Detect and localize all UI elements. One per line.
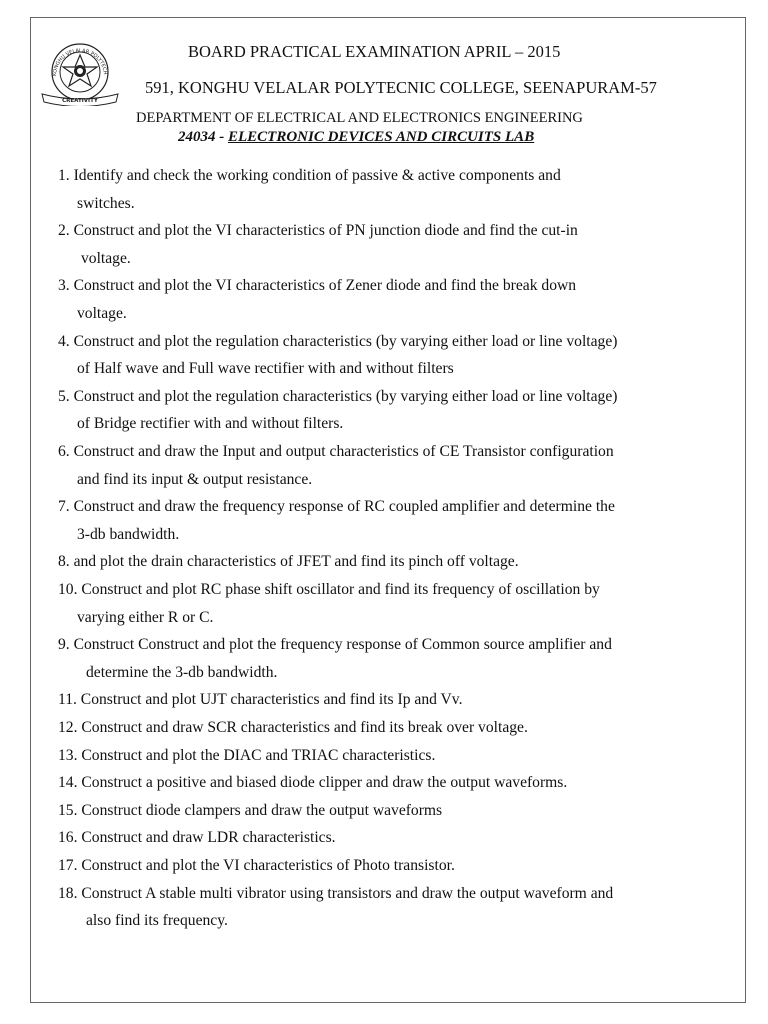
experiment-item-line1: 12. Construct and draw SCR characteristics and find its break over voltage. <box>58 719 528 736</box>
experiment-item-line1: 1. Identify and check the working condition of passive & active components and <box>58 167 561 184</box>
experiment-item-line1: 6. Construct and draw the Input and output characteristics of CE Transistor configuration <box>58 443 614 460</box>
experiment-item-line1: 8. and plot the drain characteristics of JFET and find its pinch off voltage. <box>58 553 519 571</box>
experiment-item-line2: of Bridge rectifier with and without filters. <box>77 415 344 433</box>
experiment-item-line1: 18. Construct A stable multi vibrator using transistors and draw the output waveform and <box>58 884 614 902</box>
experiment-item-line2: determine the 3-db bandwidth. <box>86 663 278 681</box>
experiment-item-line2: voltage. <box>77 305 127 322</box>
experiment-item-line1: 2. Construct and plot the VI characteristics of PN junction diode and find the cut-in <box>58 222 578 240</box>
college-name: 591, KONGHU VELALAR POLYTECNIC COLLEGE, SEENAPURAM-57 <box>145 78 657 97</box>
experiment-item-line2: switches. <box>77 194 135 212</box>
emblem-banner-text: CREATIVITY <box>62 98 98 104</box>
experiment-item-line1: 15. Construct diode clampers and draw the output waveforms <box>58 801 443 819</box>
experiment-item-line1: 7. Construct and draw the frequency response of RC coupled amplifier and determine the <box>58 498 615 516</box>
department-name: DEPARTMENT OF ELECTRICAL AND ELECTRONICS ENGINEERING <box>136 110 583 126</box>
exam-title: BOARD PRACTICAL EXAMINATION APRIL – 2015 <box>188 42 561 61</box>
experiment-item-line1: 17. Construct and plot the VI characteristics of Photo transistor. <box>58 857 455 874</box>
experiment-item-line2: 3-db bandwidth. <box>77 525 180 543</box>
experiment-item-line2: and find its input & output resistance. <box>77 470 313 488</box>
college-emblem-icon <box>36 42 124 106</box>
experiment-item-line1: 5. Construct and plot the regulation characteristics (by varying either load or line voltage) <box>58 387 618 405</box>
svg-text:KONGHU VELALAR POLYTECHNIC COL <box>36 42 108 76</box>
experiment-item-line1: 3. Construct and plot the VI characteristics of Zener diode and find the break down <box>58 277 577 295</box>
experiment-item-line2: varying either R or C. <box>77 608 214 626</box>
experiment-item-line1: 4. Construct and plot the regulation characteristics (by varying either load or line voltage) <box>58 332 618 350</box>
experiment-item-line2: also find its frequency. <box>86 912 228 930</box>
experiment-item-line2: of Half wave and Full wave rectifier with and without filters <box>77 360 454 378</box>
experiment-item-line1: 9. Construct Construct and plot the frequency response of Common source amplifier and <box>58 636 612 654</box>
experiment-item-line1: 14. Construct a positive and biased diode clipper and draw the output waveforms. <box>58 774 568 792</box>
experiment-item-line1: 10. Construct and plot RC phase shift oscillator and find its frequency of oscillation by <box>58 581 600 598</box>
experiment-item-line1: 11. Construct and plot UJT characteristics and find its Ip and Vv. <box>58 691 463 709</box>
experiment-item-line2: voltage. <box>81 249 131 267</box>
lab-code: 24034 - <box>178 129 228 145</box>
experiment-item-line1: 13. Construct and plot the DIAC and TRIAC characteristics. <box>58 746 436 764</box>
emblem-ring-text: KONGHU VELALAR POLYTECH <box>51 47 109 77</box>
experiment-item-line1: 16. Construct and draw LDR characteristics. <box>58 829 336 847</box>
lab-name: ELECTRONIC DEVICES AND CIRCUITS LAB <box>228 129 535 145</box>
lab-title <box>178 129 534 146</box>
